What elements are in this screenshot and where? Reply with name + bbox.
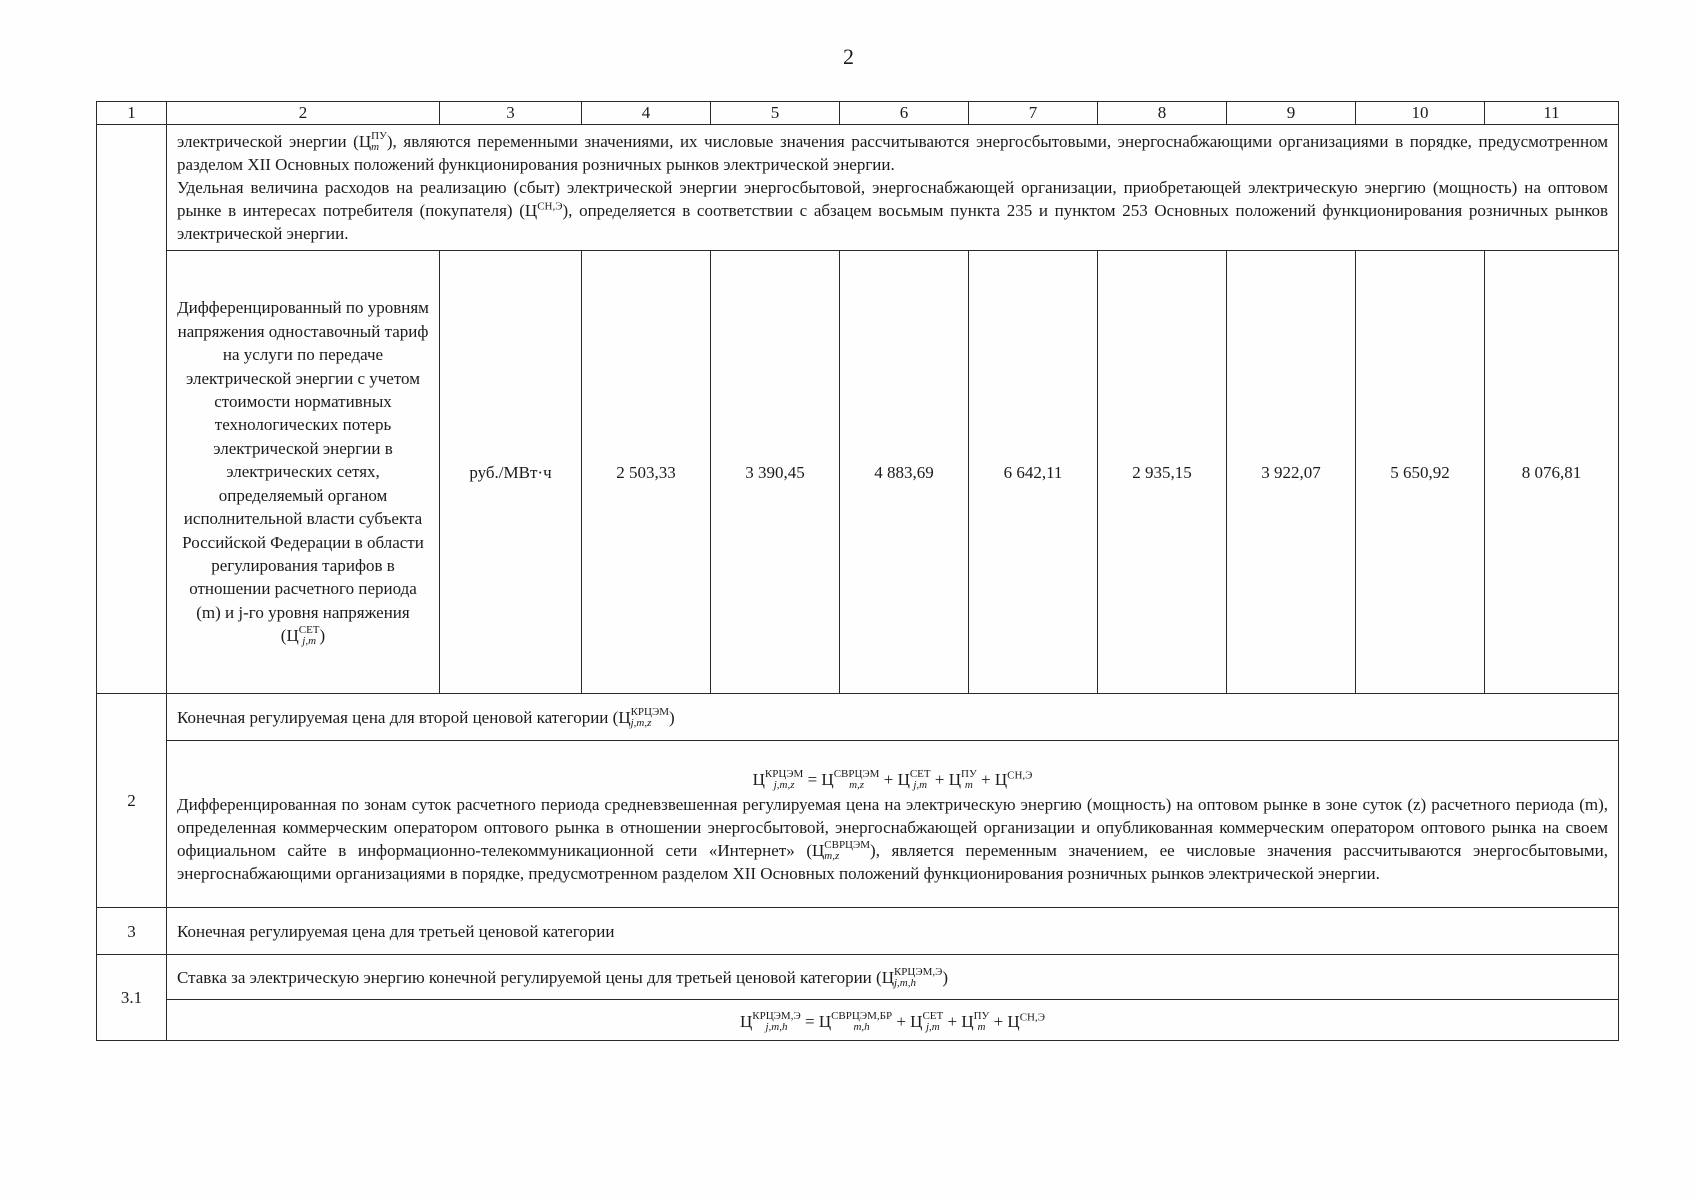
symbol-c-krcem-e: Ц КРЦЭМ,Э j,m,h (881, 965, 943, 989)
header-cell: 11 (1485, 102, 1619, 125)
header-cell: 6 (840, 102, 969, 125)
tariff-description: Дифференцированный по уровням напряжения одноставочный тариф на услуги по передаче электрической энергии с учетом стоимости нормативных технологических потерь электрической энергии в электрических сетях, определяемый органом исполнительной власти субъекта Российской Федерации в области регулирования тарифов в отношении расчетного периода (m) и j-го уровня напряжения (Ц СЕТ j,m ) (167, 251, 440, 694)
row-2-title-text: Конечная регулируемая цена для второй ценовой категории (Ц КРЦЭМ j,m,z ) (167, 694, 1619, 741)
value-cell: 4 883,69 (840, 251, 969, 694)
formula-row-3-1: Ц КРЦЭМ,Э j,m,h = Ц СВРЦЭМ,БР m,h + Ц СЕТ j,m + Ц ПУ m + $Ц^{СН,Э}$ (167, 1000, 1619, 1041)
row-2-title (97, 694, 1619, 741)
tariff-row (97, 251, 1619, 694)
header-cell: 10 (1356, 102, 1485, 125)
header-cell: 9 (1227, 102, 1356, 125)
header-cell: 2 (167, 102, 440, 125)
symbol-c-pu: Ц ПУ m (358, 130, 387, 153)
row-3-1-title (97, 955, 1619, 1000)
paragraph: Дифференцированная по зонам суток расчетного периода средневзвешенная регулируемая цена на электрическую энергию (мощность) на оптовом рынке в зоне суток (z) расчетного периода (m), определенная коммерческим оператором оптового рынка в отношении энергосбытовой, энергоснабжающей организации и опубликованная коммерческим оператором оптового рынка на своем официальном сайте в информационно-телекоммуникационной сети «Интернет» (Ц СВРЦЭМ m,z ), является переменным значением, ее числовые значения рассчитываются энергосбытовыми, энергоснабжающими организациями в порядке, предусмотренном разделом XII Основных положений функционирования розничных рынков электрической энергии. (177, 794, 1609, 883)
header-row (97, 102, 1619, 125)
value-cell: 2 935,15 (1098, 251, 1227, 694)
header-cell: 7 (969, 102, 1098, 125)
continuation-text (167, 125, 1619, 251)
symbol-c-sn: $Ц^{СН,Э}$ (524, 200, 563, 220)
formula-row-2: Ц КРЦЭМ j,m,z = Ц СВРЦЭМ m,z + Ц СЕТ j,m + Ц ПУ m + $Ц^{СН,Э}$ (752, 767, 1033, 791)
symbol-c-svrcem: Ц СВРЦЭМ m,z (811, 838, 871, 862)
row-number-cell: 2 (97, 694, 167, 908)
symbol-c-set: Ц СЕТ j,m (286, 624, 320, 648)
tariff-table (96, 101, 1619, 1041)
header-cell: 3 (440, 102, 582, 125)
value-cell: 6 642,11 (969, 251, 1098, 694)
header-cell: 5 (711, 102, 840, 125)
value-cell: 3 922,07 (1227, 251, 1356, 694)
row-2-body-text (167, 741, 1619, 908)
value-cell: 8 076,81 (1485, 251, 1619, 694)
header-cell: 4 (582, 102, 711, 125)
page-number: 2 (843, 44, 854, 69)
continuation-row (97, 125, 1619, 251)
row-number-cell (97, 125, 167, 694)
row-3-1-formula (97, 1000, 1619, 1041)
paragraph: электрической энергии (Ц ПУ m ), являются переменными значениями, их числовые значения рассчитываются энергосбытовыми, энергоснабжающими организациями в порядке, предусмотренном разделом XII Основных положений функционирования розничных рынков электрической энергии. (177, 130, 1608, 174)
row-3 (97, 908, 1619, 955)
header-cell: 8 (1098, 102, 1227, 125)
row-number-cell: 3 (97, 908, 167, 955)
value-cell: 3 390,45 (711, 251, 840, 694)
unit-cell: руб./МВт·ч (440, 251, 582, 694)
value-cell: 2 503,33 (582, 251, 711, 694)
paragraph: Удельная величина расходов на реализацию (сбыт) электрической энергии энергосбытовой, энергоснабжающей организации, приобретающей электрическую энергию (мощность) на оптовом рынке в интересах потребителя (покупателя) $(Ц^{СН,Э})$, определяется в соответствии с абзацем восьмым пункта 235 и пунктом 253 Основных положений функционирования розничных рынков электрической энергии. (177, 178, 1608, 243)
row-number-cell: 3.1 (97, 955, 167, 1041)
symbol-c-krcem: Ц КРЦЭМ j,m,z (618, 705, 670, 729)
value-cell: 5 650,92 (1356, 251, 1485, 694)
row-3-title-text: Конечная регулируемая цена для третьей ценовой категории (167, 908, 1619, 955)
row-3-1-title-text: Ставка за электрическую энергию конечной регулируемой цены для третьей ценовой категории (Ц КРЦЭМ,Э j,m,h ) (167, 955, 1619, 1000)
header-cell: 1 (97, 102, 167, 125)
row-2-body (97, 741, 1619, 908)
